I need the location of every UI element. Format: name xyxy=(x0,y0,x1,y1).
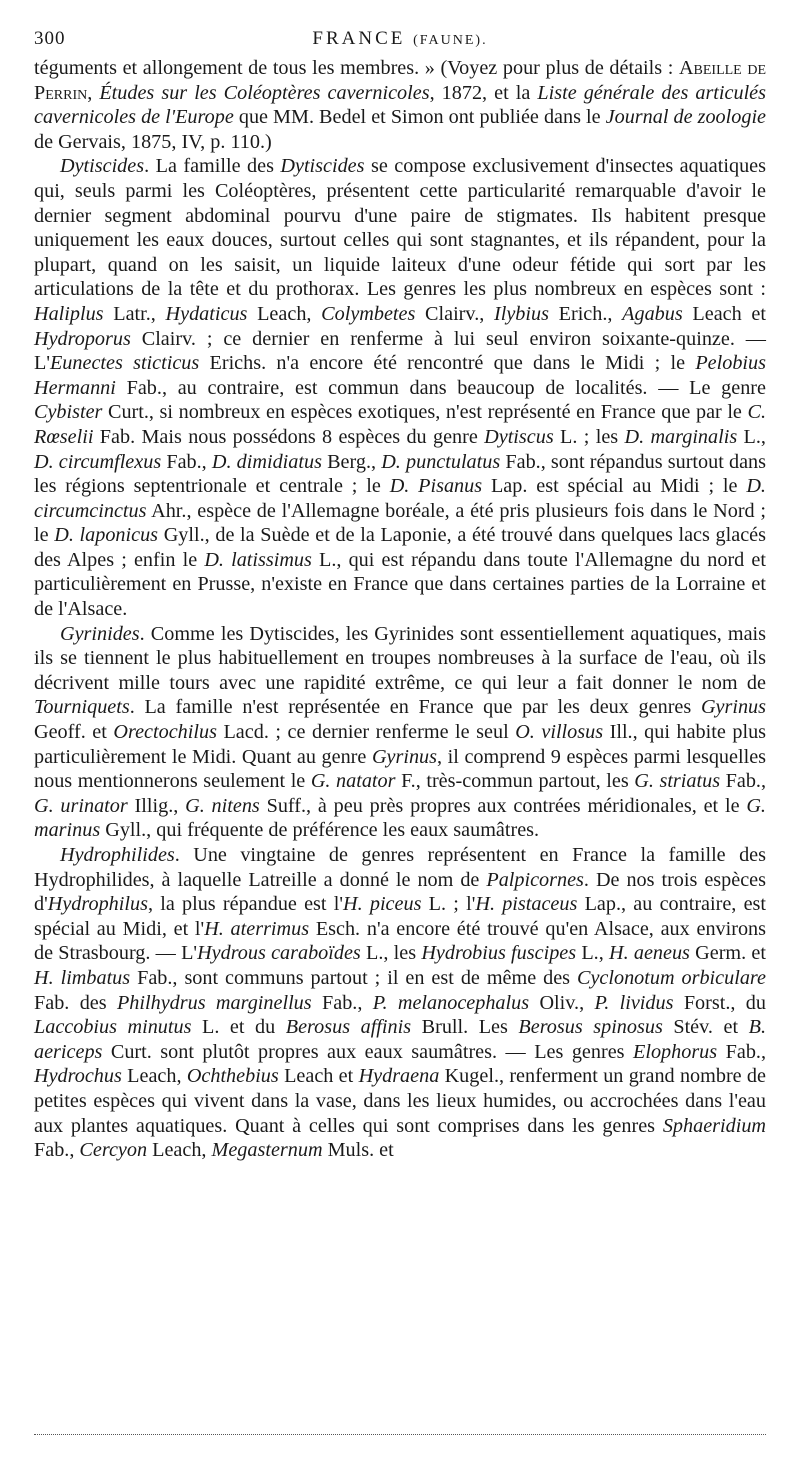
running-head xyxy=(34,22,766,56)
running-title xyxy=(34,28,766,50)
work-title: Journal de zoologie xyxy=(605,106,767,129)
paragraph-hydrophilides: Hydrophilides. Une vingtaine de genres représentent en France la famille des Hydrophilides, à laquelle Latreille a donné le nom de Palpicornes. De nos trois espèces d'Hydrophilus, la plus répandue est l'H. piceus L. ; l'H. pistaceus Lap., au contraire, est spécial au Midi, et l'H. aterrimus Esch. n'a encore été trouvé qu'en Alsace, aux environs de Strasbourg. — L'Hydrous caraboïdes L., les Hydrobius fuscipes L., H. aeneus Germ. et H. limbatus Fab., sont communs partout ; il en est de même des Cyclonotum orbiculare Fab. des Philhydrus marginellus Fab., P. melanocephalus Oliv., P. lividus Forst., du Laccobius minutus L. et du Berosus affinis Brull. Les Berosus spinosus Stév. et B. aericeps Curt. sont plutôt propres aux eaux saumâtres. — Les genres Elophorus Fab., Hydrochus Leach, Ochthebius Leach et Hydraena Kugel., renferment un grand nombre de petites espèces qui vivent dans la vase, dans les lieux humides, ou accrochées dans l'eau aux plantes aquatiques. Quant à celles qui sont comprises dans les genres Sphaeridium Fab., Cercyon Leach, Megasternum Muls. et xyxy=(34,844,767,1162)
page-number: 300 xyxy=(34,28,66,49)
running-title-main: FRANCE xyxy=(312,28,406,49)
running-title-subtitle: (FAUNE). xyxy=(413,33,488,48)
paragraph-gyrinides: Gyrinides. Comme les Dytiscides, les Gyrinides sont essentiellement aquatiques, mais ils se tiennent le plus habituellement en troupes nombreuses à la surface de l'eau, où ils décrivent mille tours avec une rapidité extrême, ce qui leur a fait donner le nom de Tourniquets. La famille n'est représentée en France que par les deux genres Gyrinus Geoff. et Orectochilus Lacd. ; ce dernier renferme le seul O. villosus Ill., qui habite plus particulièrement le Midi. Quant au genre Gyrinus, il comprend 9 espèces parmi lesquelles nous mentionnerons seulement le G. natator F., très-commun partout, les G. striatus Fab., G. urinator Illig., G. nitens Suff., à peu près propres aux contrées méridionales, et le G. marinus Gyll., qui fréquente de préférence les eaux saumâtres. xyxy=(34,622,767,842)
section-heading: Hydrophilides xyxy=(60,844,175,866)
work-title: Études sur les Coléoptères cavernicoles xyxy=(99,81,430,104)
section-heading: Dytiscides xyxy=(60,155,145,178)
book-page xyxy=(34,22,766,1163)
paragraph-dytiscides: Dytiscides. La famille des Dytiscides se compose exclusivement d'insectes aquatiques qui, seuls parmi les Coléoptères, présentent cette particularité remarquable d'avoir le dernier segment abdominal pourvu d'une paire de stigmates. Ils habitent presque uniquement les eaux douces, surtout celles qui sont stagnantes, et ils répandent, pour la plupart, quand on les saisit, un liquide laiteux d'une odeur fétide qui sort par les articulations de la tête et du prothorax. Les genres les plus nombreux en espèces sont : Haliplus Latr., Hydaticus Leach, Colymbetes Clairv., Ilybius Erich., Agabus Leach et Hydroporus Clairv. ; ce dernier en renferme à lui seul environ soixante-quinze. — L'Eunectes sticticus Erichs. n'a encore été rencontré que dans le Midi ; le Pelobius Hermanni Fab., au contraire, est commun dans beaucoup de localités. — Le genre Cybister Curt., si nombreux en espèces exotiques, n'est représenté en France que par le C. Rœselii Fab. Mais nous possédons 8 espèces du genre Dytiscus L. ; les D. marginalis L., D. circumflexus Fab., D. dimidiatus Berg., D. punctulatus Fab., sont répandus surtout dans les régions septentrionale et centrale ; le D. Pisanus Lap. est spécial au Midi ; le D. circumcinctus Ahr., espèce de l'Allemagne boréale, a été pris plusieurs fois dans le Nord ; le D. laponicus Gyll., de la Suède et de la Laponie, a été trouvé dans quelques lacs glacés des Alpes ; enfin le D. latissimus L., qui est répandu dans toute l'Allemagne du nord et particulièrement en Prusse, n'existe en France que dans certaines parties de la Lorraine et de l'Alsace. xyxy=(34,155,766,621)
work-title: Liste générale des articulés cavernicoles de l'Europe xyxy=(34,81,766,129)
section-heading: Gyrinides xyxy=(60,622,140,645)
author-name: Abeille de Perrin xyxy=(34,57,767,104)
body-text xyxy=(34,56,766,1163)
footer-dotted-rule xyxy=(34,1434,766,1435)
paragraph-continuation: téguments et allongement de tous les membres. » (Voyez pour plus de détails : Abeille de Perrin, Études sur les Coléoptères cavernicoles, 1872, et la Liste générale des articulés cavernicoles de l'Europe que MM. Bedel et Simon ont publiée dans le Journal de zoologie de Gervais, 1875, IV, p. 110.) xyxy=(34,57,767,153)
